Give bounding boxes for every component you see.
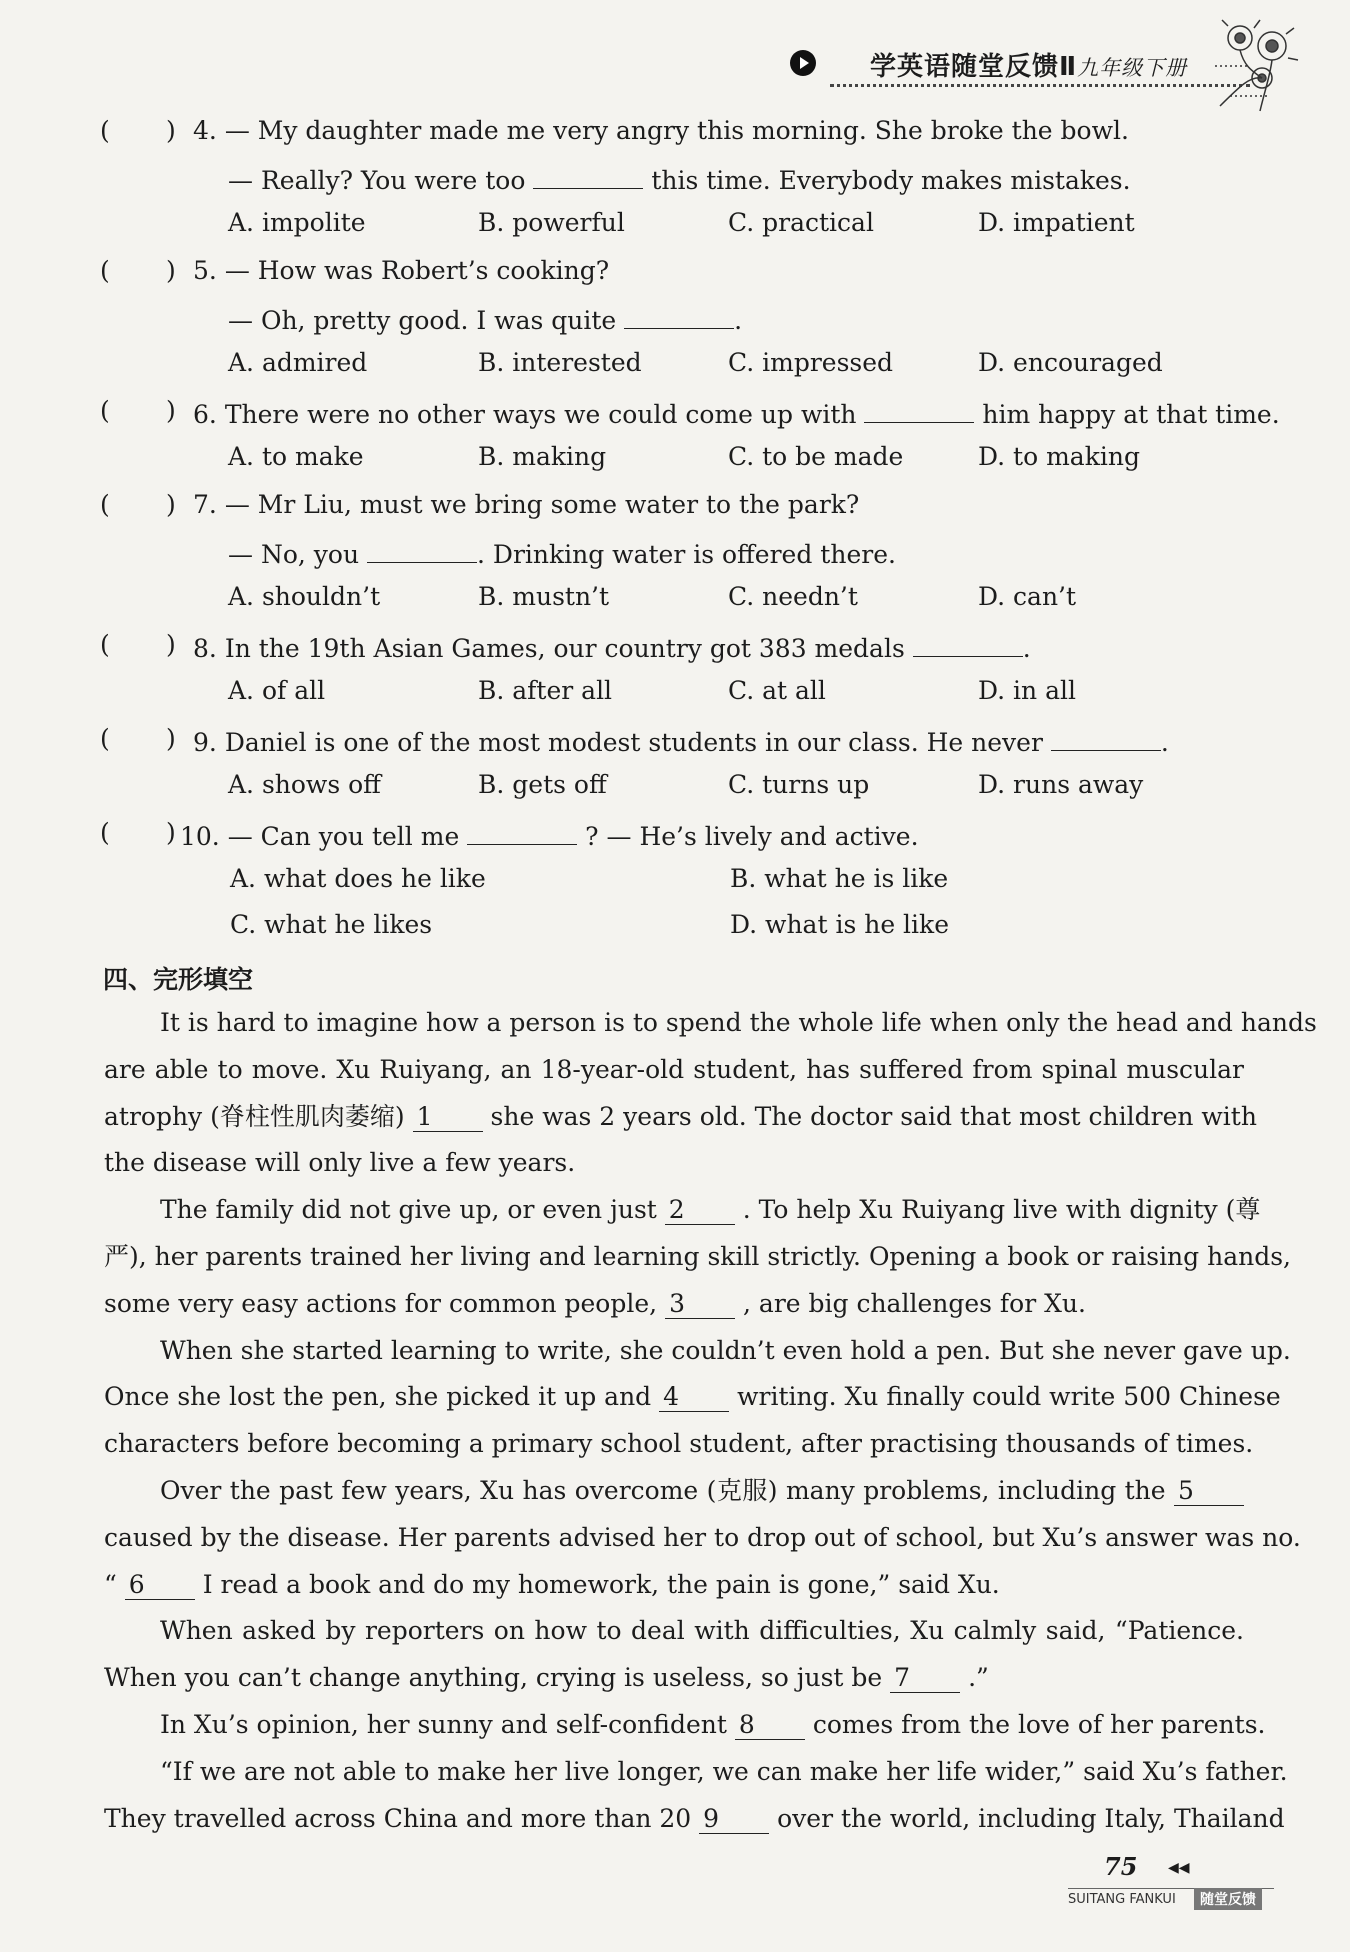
passage-text: caused by the disease. Her parents advised her to drop out of school, but Xu’s answer was no.: [104, 1522, 1301, 1552]
cloze-blank[interactable]: 9: [699, 1805, 769, 1834]
passage-line: [104, 1281, 1244, 1328]
option-c: C. practical: [728, 208, 874, 237]
option-d: D. can’t: [978, 582, 1077, 611]
option-a: A. shouldn’t: [228, 582, 381, 611]
cloze-blank[interactable]: 8: [735, 1711, 805, 1740]
answer-paren-close: ): [166, 490, 176, 519]
passage-text: The family did not give up, or even just: [160, 1195, 657, 1225]
option-a: A. what does he like: [230, 864, 486, 893]
header-subtitle: 九年级下册: [1077, 56, 1188, 80]
header-title: [870, 46, 1187, 83]
question-text: — My daughter made me very angry this morning. She broke the bowl.: [224, 116, 1129, 145]
option-d: D. runs away: [978, 770, 1144, 799]
passage-text: characters before becoming a primary school student, after practising thousands of times.: [104, 1429, 1254, 1459]
option-d: D. to making: [978, 442, 1140, 471]
option-d: D. in all: [978, 676, 1076, 705]
question-text: Daniel is one of the most modest students in our class. He never: [224, 728, 1043, 757]
option-d: D. impatient: [978, 208, 1135, 237]
cloze-passage: [104, 1000, 1317, 1842]
option-c: C. what he likes: [230, 910, 433, 939]
question-5-line-2: [228, 302, 742, 336]
passage-line: [104, 1655, 1244, 1702]
passage-text: 严), her parents trained her living and learning skill strictly. Opening a book or raising hands,: [104, 1241, 1291, 1271]
question-5-line-1: [193, 256, 609, 286]
passage-text: are able to move. Xu Ruiyang, an 18-year-old student, has suffered from spinal muscular: [104, 1054, 1244, 1084]
question-number: 6.: [193, 400, 217, 429]
page-footer: [1068, 1852, 1288, 1912]
footer-brand-en: SUITANG FANKUI: [1068, 1892, 1176, 1907]
question-number: 10.: [180, 822, 220, 851]
answer-paren-close: ): [166, 630, 176, 659]
passage-text: When she started learning to write, she couldn’t even hold a pen. But she never gave up.: [160, 1335, 1291, 1365]
option-b: B. powerful: [478, 208, 625, 237]
question-text: this time. Everybody makes mistakes.: [651, 166, 1131, 195]
option-a: A. of all: [228, 676, 326, 705]
passage-text: Once she lost the pen, she picked it up and: [104, 1382, 652, 1412]
page-number: 75: [1104, 1852, 1138, 1881]
question-text: In the 19th Asian Games, our country got 383 medals: [224, 634, 905, 663]
passage-text: some very easy actions for common people,: [104, 1288, 658, 1318]
question-text: him happy at that time.: [982, 400, 1280, 429]
answer-paren-open: (: [100, 630, 110, 659]
answer-blank[interactable]: [864, 396, 974, 423]
question-text: — No, you: [228, 540, 360, 569]
answer-paren-close: ): [166, 724, 176, 753]
question-9-line-1: [193, 724, 1169, 758]
question-number: 9.: [193, 728, 217, 757]
answer-paren-close: ): [166, 396, 176, 425]
passage-line: [104, 1234, 1291, 1281]
answer-paren-open: (: [100, 256, 110, 285]
question-6-line-1: [193, 396, 1280, 430]
passage-text: “: [104, 1569, 117, 1599]
answer-blank[interactable]: [1051, 724, 1161, 751]
option-a: A. shows off: [228, 770, 381, 799]
option-b: B. after all: [478, 676, 613, 705]
passage-text: . To help Xu Ruiyang live with dignity (尊: [742, 1195, 1261, 1225]
passage-text: the disease will only live a few years.: [104, 1148, 576, 1178]
passage-line: [104, 1187, 1261, 1234]
question-7-line-1: [193, 490, 859, 520]
passage-line: [104, 1562, 1244, 1609]
option-c: C. at all: [728, 676, 826, 705]
answer-paren-open: (: [100, 818, 110, 847]
cloze-blank[interactable]: 3: [665, 1290, 735, 1319]
header-title-text: 学英语随堂反馈Ⅱ: [870, 52, 1078, 82]
passage-line: [104, 1749, 1288, 1796]
question-text: There were no other ways we could come up with: [224, 400, 857, 429]
passage-line: [104, 1608, 1244, 1655]
answer-blank[interactable]: [533, 162, 643, 189]
cloze-blank[interactable]: 1: [413, 1103, 483, 1132]
cloze-blank[interactable]: 7: [890, 1664, 960, 1693]
passage-line: [104, 1328, 1291, 1375]
page-header: [780, 44, 1300, 94]
passage-text: I read a book and do my homework, the pain is gone,” said Xu.: [202, 1569, 1000, 1599]
passage-text: writing. Xu finally could write 500 Chinese: [737, 1382, 1281, 1412]
option-b: B. making: [478, 442, 607, 471]
cloze-blank[interactable]: 6: [125, 1571, 195, 1600]
option-b: B. gets off: [478, 770, 607, 799]
passage-text: When asked by reporters on how to deal with difficulties, Xu calmly said, “Patience.: [160, 1616, 1244, 1646]
flower-ornament-icon: [1210, 16, 1300, 116]
cloze-blank[interactable]: 4: [659, 1383, 729, 1412]
answer-paren-close: ): [166, 256, 176, 285]
option-a: A. impolite: [228, 208, 366, 237]
cloze-blank[interactable]: 5: [1174, 1477, 1244, 1506]
passage-line: [104, 1374, 1281, 1421]
answer-blank[interactable]: [467, 818, 577, 845]
passage-line: [104, 1047, 1244, 1094]
question-number: 8.: [193, 634, 217, 663]
question-number: 4.: [193, 116, 217, 145]
passage-text: , are big challenges for Xu.: [743, 1288, 1086, 1318]
passage-text: comes from the love of her parents.: [812, 1709, 1266, 1739]
answer-paren-open: (: [100, 490, 110, 519]
passage-line: [104, 1421, 1254, 1468]
section-title: 四、完形填空: [103, 965, 254, 994]
question-number: 5.: [193, 256, 217, 285]
header-dotted-rule: [830, 84, 1250, 87]
option-c: C. turns up: [728, 770, 870, 799]
option-d: D. what is he like: [730, 910, 949, 939]
answer-paren-close: ): [166, 818, 176, 847]
question-text: ? — He’s lively and active.: [585, 822, 919, 851]
question-7-line-2: [228, 536, 896, 570]
question-text: — Oh, pretty good. I was quite: [228, 306, 617, 335]
passage-text: When you can’t change anything, crying is useless, so just be: [104, 1663, 883, 1693]
passage-line: [104, 1702, 1266, 1749]
passage-text: In Xu’s opinion, her sunny and self-confident: [160, 1709, 727, 1739]
passage-line: [104, 1000, 1317, 1047]
question-8-line-1: [193, 630, 1031, 664]
answer-paren-open: (: [100, 116, 110, 145]
passage-line: [104, 1094, 1257, 1141]
option-b: B. what he is like: [730, 864, 949, 893]
cloze-blank[interactable]: 2: [665, 1196, 735, 1225]
passage-line: [104, 1796, 1285, 1843]
passage-line: [104, 1140, 1244, 1187]
option-b: B. mustn’t: [478, 582, 610, 611]
option-c: C. to be made: [728, 442, 904, 471]
answer-paren-close: ): [166, 116, 176, 145]
question-text: .: [1022, 634, 1031, 663]
option-c: C. impressed: [728, 348, 894, 377]
passage-text: Over the past few years, Xu has overcome (克服) many problems, including the: [160, 1475, 1166, 1505]
option-a: A. admired: [228, 348, 368, 377]
passage-text: over the world, including Italy, Thailand: [777, 1803, 1285, 1833]
question-text: — Really? You were too: [228, 166, 526, 195]
option-c: C. needn’t: [728, 582, 858, 611]
rewind-icon: ◀◀: [1168, 1860, 1190, 1876]
answer-blank[interactable]: [624, 302, 734, 329]
play-icon: [790, 50, 816, 76]
passage-text: she was 2 years old. The doctor said that most children with: [490, 1101, 1257, 1131]
question-text: — Can you tell me: [227, 822, 460, 851]
passage-text: atrophy (脊柱性肌肉萎缩): [104, 1101, 405, 1131]
option-b: B. interested: [478, 348, 642, 377]
question-text: — How was Robert’s cooking?: [224, 256, 610, 285]
question-text: .: [1160, 728, 1169, 757]
answer-blank[interactable]: [367, 536, 477, 563]
answer-paren-open: (: [100, 724, 110, 753]
footer-brand-badge: 随堂反馈: [1194, 1888, 1262, 1910]
passage-text: .”: [968, 1663, 989, 1693]
question-10-line-1: [180, 818, 919, 852]
passage-line: [104, 1515, 1301, 1562]
question-number: 7.: [193, 490, 217, 519]
passage-text: It is hard to imagine how a person is to spend the whole life when only the head and hands: [160, 1008, 1317, 1037]
option-a: A. to make: [228, 442, 364, 471]
answer-paren-open: (: [100, 396, 110, 425]
passage-line: [104, 1468, 1244, 1515]
question-4-line-1: [193, 116, 1129, 146]
passage-text: “If we are not able to make her live longer, we can make her life wider,” said Xu’s father.: [160, 1756, 1288, 1786]
question-4-line-2: [228, 162, 1131, 196]
passage-text: They travelled across China and more than 20: [104, 1803, 692, 1833]
answer-blank[interactable]: [913, 630, 1023, 657]
question-text: .: [734, 306, 743, 335]
question-text: . Drinking water is offered there.: [477, 540, 896, 569]
question-text: — Mr Liu, must we bring some water to the park?: [224, 490, 860, 519]
option-d: D. encouraged: [978, 348, 1163, 377]
